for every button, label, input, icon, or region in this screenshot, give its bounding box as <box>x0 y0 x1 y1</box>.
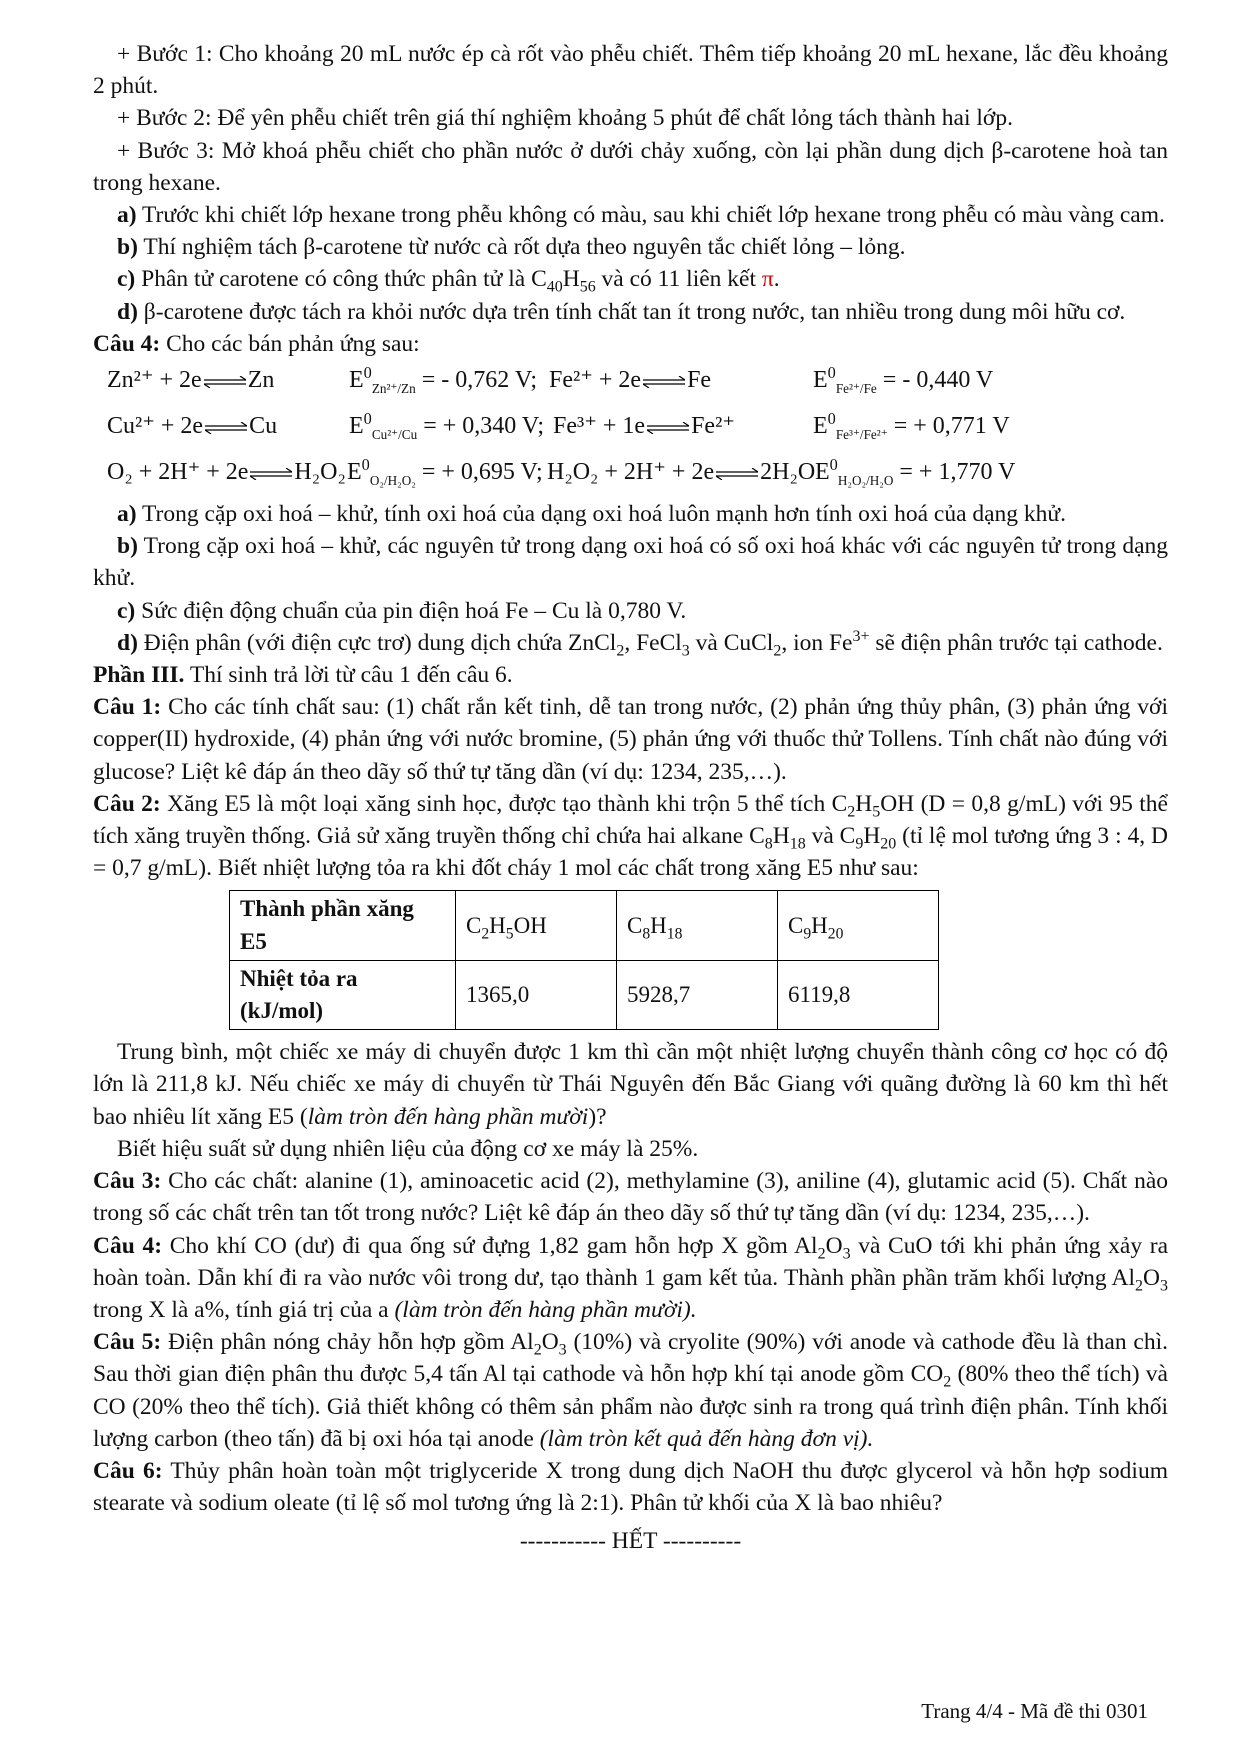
part3-question-4: Câu 4: Cho khí CO (dư) đi qua ống sứ đựng 1,82 gam hỗn hợp X gồm $Al_2O_3$ và CuO tới khi phản ứng xảy ra hoàn toàn. Dẫn khí đi ra vào nước vôi trong dư, tạo thành 1 gam kết tủa. Thành phần phần trăm khối lượng $Al_2O_3$ trong X là a%, tính giá trị của a (làm tròn đến hàng phần mười). <box>93 1232 1169 1323</box>
potential-cu: $E^0_{Cu^{2+}/Cu}$ = + 0,340 V; <box>349 409 545 442</box>
half-reaction-cu: Cu²⁺ + 2e Cu <box>107 413 278 440</box>
half-reaction-fe2: Fe²⁺ + 2e Fe <box>549 367 712 394</box>
half-reaction-fe3: Fe³⁺ + 1e Fe²⁺ <box>553 413 735 440</box>
half-reaction-h2o2: H₂O₂ + 2H⁺ + 2e 2H₂O <box>547 459 816 486</box>
part3-question-1: Câu 1: Cho các tính chất sau: (1) chất rắn kết tinh, dễ tan trong nước, (2) phản ứng thủy phân, (3) phản ứng với copper(II) hydroxide, (4) phản ứng với nước bromine, (5) phản ứng với thuốc thử Tollens. Tính chất nào đúng với glucose? Liệt kê đáp án theo dãy số thứ tự tăng dần (ví dụ: 1234, 235,…). <box>93 694 1168 785</box>
end-marker: ----------- HẾT ---------- <box>519 1528 742 1555</box>
q3-statement-c: c) Phân tử carotene có công thức phân tử là $C_{40}H_{56}$ và có 11 liên kết π. <box>117 266 780 297</box>
q2-paragraph-3: Biết hiệu suất sử dụng nhiên liệu của động cơ xe máy là 25%. <box>117 1135 699 1162</box>
part3-question-2: Câu 2: Xăng E5 là một loại xăng sinh học, được tạo thành khi trộn 5 thể tích $C_2H_5OH$ (D = 0,8 g/mL) với 95 thể tích xăng truyền thống. Giả sử xăng truyền thống chỉ chứa hai alkane $C_8H_{18}$ và $C_9H_{20}$ (tỉ lệ mol tương ứng 3 : 4, D = 0,7 g/mL). Biết nhiệt lượng tỏa ra khi đốt cháy 1 mol các chất trong xăng E5 như sau: <box>93 790 1168 882</box>
potential-fe2: $E^0_{Fe^{2+}/Fe}$ = - 0,440 V <box>813 363 994 396</box>
q4-statement-a: a) Trong cặp oxi hoá – khử, tính oxi hoá của dạng oxi hoá luôn mạnh hơn tính oxi hoá của dạng khử. <box>117 501 1067 528</box>
equilibrium-arrow-icon <box>204 376 246 388</box>
table-row <box>230 960 939 1029</box>
pi-symbol: π <box>761 266 774 293</box>
table-cell: $C_9H_{20}$ <box>778 891 939 960</box>
table-cell: 5928,7 <box>617 960 778 1029</box>
equilibrium-arrow-icon <box>250 468 292 480</box>
equation-row-1 <box>93 360 1168 406</box>
q4-statement-b: b) Trong cặp oxi hoá – khử, các nguyên tử trong dạng oxi hoá có số oxi hoá khác với các nguyên tử trong dạng khử. <box>93 533 1168 592</box>
equilibrium-arrow-icon <box>205 422 247 434</box>
page-footer: Trang 4/4 - Mã đề thi 0301 <box>921 1699 1148 1723</box>
equilibrium-arrow-icon <box>647 422 689 434</box>
part-3-title: Phần III. Thí sinh trả lời từ câu 1 đến câu 6. <box>93 662 513 689</box>
potential-h2o2: $E^0_{H_2O_2/H_2O}$ = + 1,770 V <box>815 455 1016 488</box>
part3-question-3: Câu 3: Cho các chất: alanine (1), aminoacetic acid (2), methylamine (3), aniline (4), glutamic acid (5). Chất nào trong số các chất trên tan tốt trong nước? Liệt kê đáp án theo dãy số thứ tự tăng dần (ví dụ: 1234, 235,…). <box>93 1168 1168 1227</box>
step-1: + Bước 1: Cho khoảng 20 mL nước ép cà rốt vào phễu chiết. Thêm tiếp khoảng 20 mL hexane, lắc đều khoảng 2 phút. <box>93 41 1168 100</box>
equation-row-2 <box>93 406 1168 452</box>
half-reaction-o2: O₂ + 2H⁺ + 2e H₂O₂ <box>107 459 346 486</box>
equilibrium-arrow-icon <box>643 376 685 388</box>
equilibrium-arrow-icon <box>716 468 758 480</box>
q2-paragraph-2: Trung bình, một chiếc xe máy di chuyển được 1 km thì cần một nhiệt lượng chuyển thành công cơ học có độ lớn là 211,8 kJ. Nếu chiếc xe máy di chuyển từ Thái Nguyên đến Bắc Giang với quãng đường là 60 km thì hết bao nhiêu lít xăng E5 (làm tròn đến hàng phần mười)? <box>93 1039 1168 1130</box>
step-3: + Bước 3: Mở khoá phễu chiết cho phần nước ở dưới chảy xuống, còn lại phần dung dịch β-carotene hoà tan trong hexane. <box>93 137 1168 196</box>
table-cell: 1365,0 <box>456 960 617 1029</box>
step-2: + Bước 2: Để yên phễu chiết trên giá thí nghiệm khoảng 5 phút để chất lỏng tách thành hai lớp. <box>117 105 1013 132</box>
table-header-cell: Thành phần xăng E5 <box>230 891 456 960</box>
table-cell: $C_8H_{18}$ <box>617 891 778 960</box>
table-header-cell: Nhiệt tỏa ra (kJ/mol) <box>230 960 456 1029</box>
half-reaction-zn: Zn²⁺ + 2e Zn <box>107 367 275 394</box>
part3-question-5: Câu 5: Điện phân nóng chảy hỗn hợp gồm $Al_2O_3$ (10%) và cryolite (90%) với anode và cathode đều là than chì. Sau thời gian điện phân thu được 5,4 tấn Al tại cathode và hỗn hợp khí tại anode gồm $CO_2$ (80% theo thể tích) và CO (20% theo thể tích). Giả thiết không có thêm sản phẩm nào được sinh ra trong quá trình điện phân. Tính khối lượng carbon (theo tấn) đã bị oxi hóa tại anode (làm tròn kết quả đến hàng đơn vị). <box>93 1329 1168 1452</box>
table-row <box>230 891 939 960</box>
table-cell: 6119,8 <box>778 960 939 1029</box>
q4-statement-c: c) Sức điện động chuẩn của pin điện hoá Fe – Cu là 0,780 V. <box>117 597 687 624</box>
equation-row-3 <box>93 452 1168 498</box>
page-body <box>93 38 1168 1558</box>
q3-statement-a: a) Trước khi chiết lớp hexane trong phễu không có màu, sau khi chiết lớp hexane trong phễu có màu vàng cam. <box>117 202 1165 229</box>
q4-statement-d: d) Điện phân (với điện cực trơ) dung dịch chứa ZnCl$_2$, FeCl$_3$ và CuCl$_2$, ion $Fe^{3+}$ sẽ điện phân trước tại cathode. <box>117 628 1163 660</box>
potential-fe3: $E^0_{Fe^{3+}/Fe^{2+}}$ = + 0,771 V <box>813 409 1010 442</box>
q3-statement-d: d) β-carotene được tách ra khỏi nước dựa trên tính chất tan ít trong nước, tan nhiều trong dung môi hữu cơ. <box>117 298 1126 325</box>
question-4-title: Câu 4: Cho các bán phản ứng sau: <box>93 330 420 357</box>
potential-o2: $E^0_{O_2/H_2O_2}$ = + 0,695 V; <box>347 455 543 488</box>
table-cell: $C_2H_5OH$ <box>456 891 617 960</box>
fuel-heat-table <box>229 890 939 1030</box>
potential-zn: $E^0_{Zn^{2+}/Zn}$ = - 0,762 V; <box>349 363 538 396</box>
q3-statement-b: b) Thí nghiệm tách β-carotene từ nước cà rốt dựa theo nguyên tắc chiết lỏng – lỏng. <box>117 234 906 261</box>
part3-question-6: Câu 6: Thủy phân hoàn toàn một triglyceride X trong dung dịch NaOH thu được glycerol và hỗn hợp sodium stearate và sodium oleate (tỉ lệ số mol tương ứng là 2:1). Phân tử khối của X là bao nhiêu? <box>93 1457 1168 1517</box>
